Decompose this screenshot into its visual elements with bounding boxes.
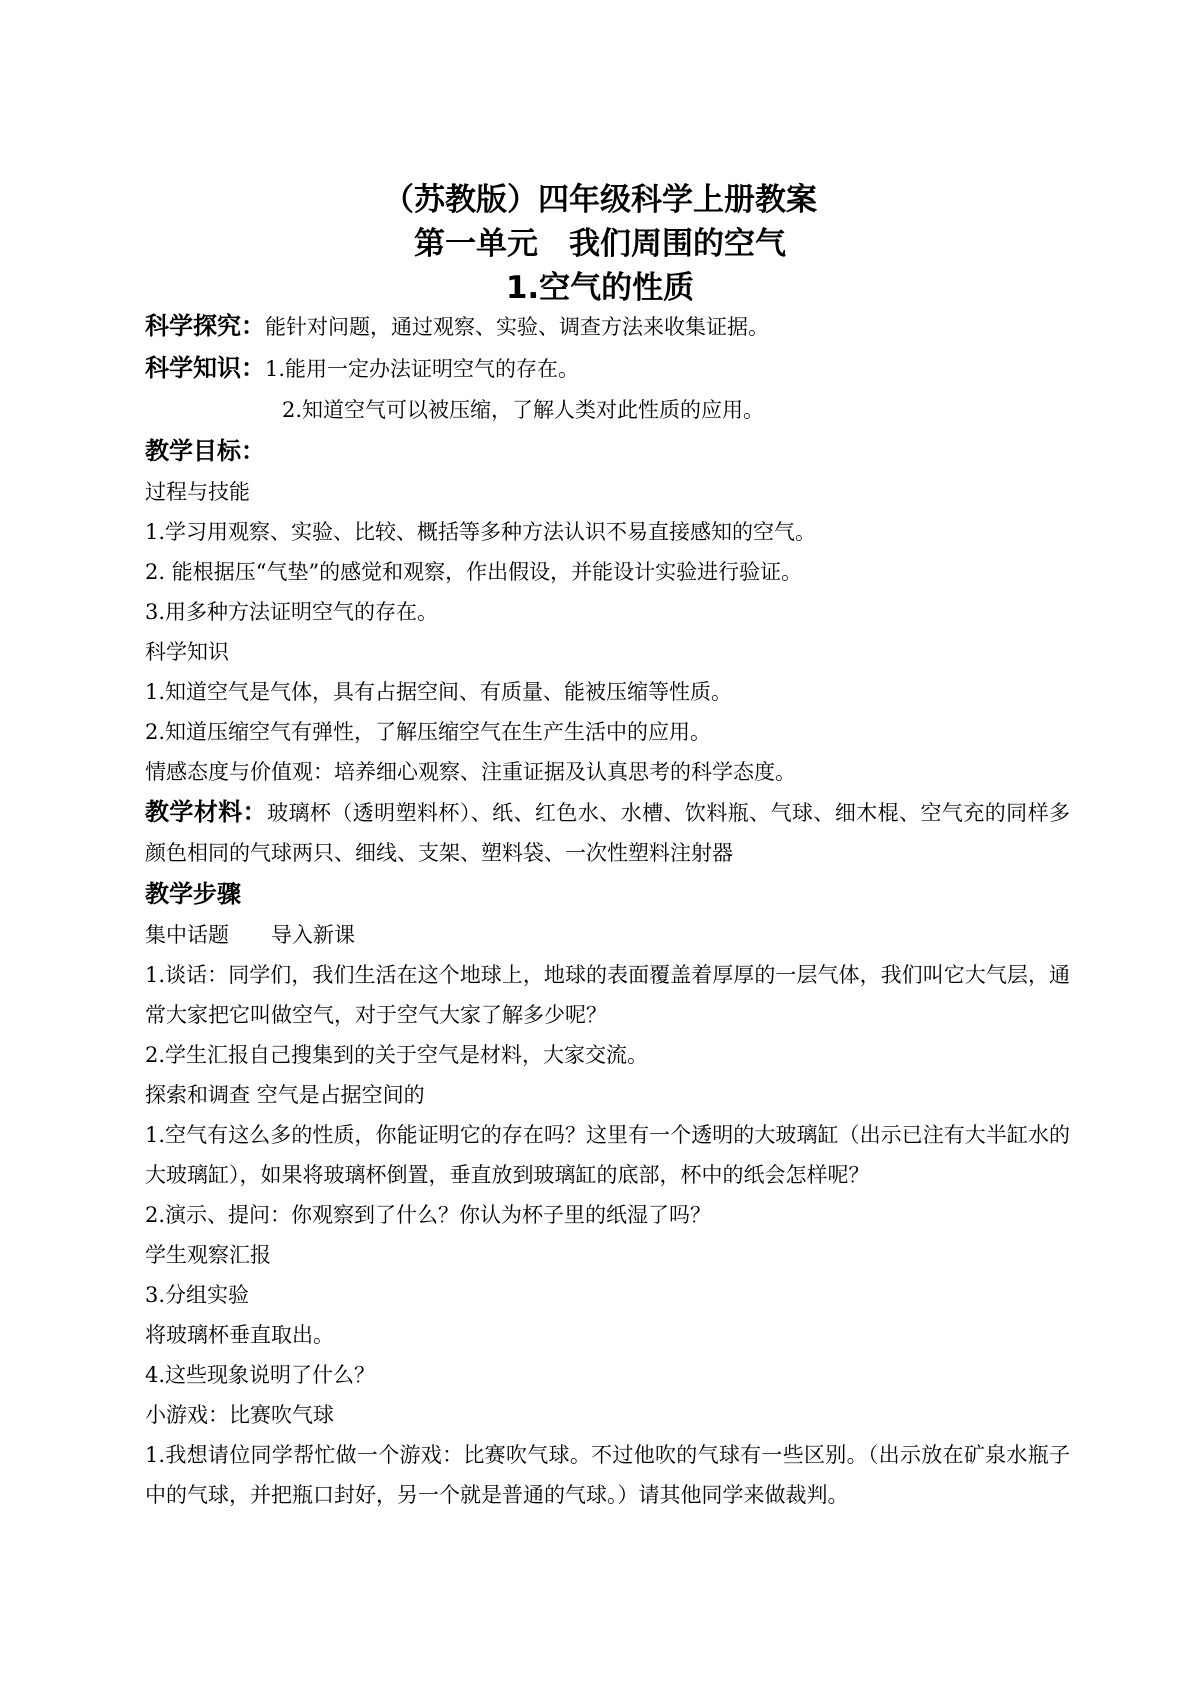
document-title: （苏教版）四年级科学上册教案 bbox=[383, 182, 817, 218]
materials-paragraph bbox=[145, 792, 1070, 873]
materials-text: 玻璃杯（透明塑料杯）、纸、红色水、水槽、饮料瓶、气球、细木棍、空气充的同样多颜色相同的气球两只、细线、支架、塑料袋、一次性塑料注射器 bbox=[145, 801, 1071, 865]
process-item: 1.学习用观察、实验、比较、概括等多种方法认识不易直接感知的空气。 bbox=[145, 520, 817, 544]
process-item: 2. 能根据压“气垫”的感觉和观察，作出假设，并能设计实验进行验证。 bbox=[145, 560, 803, 584]
unit-title: 第一单元 我们周围的空气 bbox=[414, 226, 786, 262]
inquiry-row bbox=[145, 306, 1070, 348]
inquiry-text: 能针对问题，通过观察、实验、调查方法来收集证据。 bbox=[265, 315, 769, 339]
step-line: 小游戏：比赛吹气球 bbox=[145, 1403, 334, 1427]
step-line: 探索和调查 空气是占据空间的 bbox=[145, 1083, 425, 1107]
lesson-title: 1.空气的性质 bbox=[505, 270, 695, 306]
knowledge-item-1: 1.能用一定办法证明空气的存在。 bbox=[265, 357, 580, 381]
knowledge-goal-title: 科学知识 bbox=[145, 640, 229, 664]
knowledge-row-2 bbox=[145, 390, 1070, 430]
process-title: 过程与技能 bbox=[145, 480, 250, 504]
knowledge-row bbox=[145, 348, 1070, 390]
step-line: 学生观察汇报 bbox=[145, 1243, 271, 1267]
knowledge-label: 科学知识： bbox=[145, 354, 265, 382]
step-line: 将玻璃杯垂直取出。 bbox=[145, 1323, 334, 1347]
document-body bbox=[145, 306, 1070, 1515]
step-line: 3.分组实验 bbox=[145, 1283, 250, 1307]
step-line: 集中话题 导入新课 bbox=[145, 923, 355, 947]
title-block bbox=[0, 178, 1200, 310]
attitude-goal: 情感态度与价值观：培养细心观察、注重证据及认真思考的科学态度。 bbox=[145, 760, 796, 784]
step-line: 2.学生汇报自己搜集到的关于空气是材料，大家交流。 bbox=[145, 1043, 649, 1067]
step-paragraph: 1.我想请位同学帮忙做一个游戏：比赛吹气球。不过他吹的气球有一些区别。（出示放在矿泉水瓶子中的气球，并把瓶口封好，另一个就是普通的气球。）请其他同学来做裁判。 bbox=[145, 1443, 1070, 1507]
goals-heading: 教学目标： bbox=[145, 437, 265, 465]
knowledge-goal-item: 1.知道空气是气体，具有占据空间、有质量、能被压缩等性质。 bbox=[145, 680, 733, 704]
materials-label: 教学材料： bbox=[145, 798, 268, 826]
process-item: 3.用多种方法证明空气的存在。 bbox=[145, 600, 439, 624]
step-paragraph: 1.空气有这么多的性质，你能证明它的存在吗？这里有一个透明的大玻璃缸（出示已注有大半缸水的大玻璃缸），如果将玻璃杯倒置，垂直放到玻璃缸的底部，杯中的纸会怎样呢？ bbox=[145, 1123, 1070, 1187]
step-paragraph: 1.谈话：同学们，我们生活在这个地球上，地球的表面覆盖着厚厚的一层气体，我们叫它大气层，通常大家把它叫做空气，对于空气大家了解多少呢？ bbox=[145, 963, 1070, 1027]
step-line: 4.这些现象说明了什么？ bbox=[145, 1363, 376, 1387]
step-line: 2.演示、提问：你观察到了什么？你认为杯子里的纸湿了吗？ bbox=[145, 1203, 712, 1227]
steps-heading: 教学步骤 bbox=[145, 880, 241, 908]
knowledge-item-2: 2.知道空气可以被压缩，了解人类对此性质的应用。 bbox=[282, 398, 765, 422]
inquiry-label: 科学探究： bbox=[145, 312, 265, 340]
knowledge-goal-item: 2.知道压缩空气有弹性，了解压缩空气在生产生活中的应用。 bbox=[145, 720, 712, 744]
